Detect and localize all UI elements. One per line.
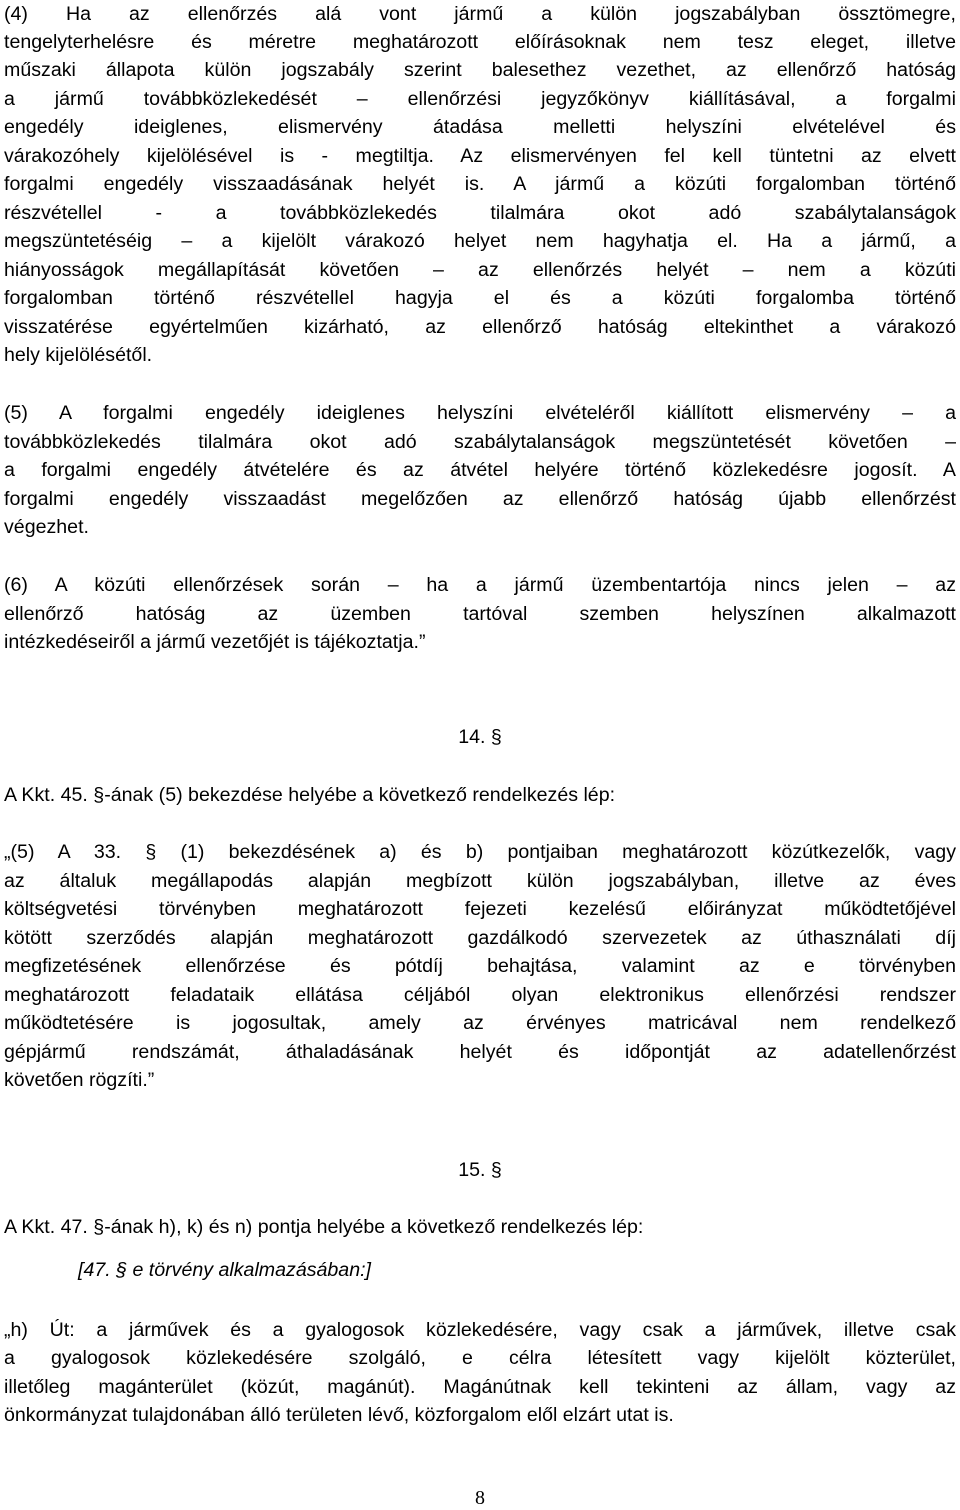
paragraph-line: forgalmi engedély visszaadást megelőzően az ellenőrző hatóság újabb ellenőrzést: [4, 488, 956, 510]
bracketed-context: [47. § e törvény alkalmazásában:]: [78, 1259, 371, 1281]
paragraph-line: visszatérése egyértelműen kizárható, az ellenőrző hatóság eltekinthet a várakozó: [4, 316, 956, 338]
paragraph-line: várakozóhely kijelölésével is - megtiltja. Az elismervényen fel kell tüntetni az elvett: [4, 145, 956, 167]
quote-line: önkormányzat tulajdonában álló területen lévő, közforgalom elől elzárt utat is.: [4, 1404, 674, 1426]
section-intro: A Kkt. 47. §-ának h), k) és n) pontja helyébe a következő rendelkezés lép:: [4, 1216, 644, 1238]
paragraph-line: végezhet.: [4, 516, 89, 538]
quote-line: illetőleg magánterület (közút, magánút). Magánútnak kell tekinteni az állam, vagy az: [4, 1376, 956, 1398]
paragraph-line: forgalomban történő részvétellel hagyja el és a közúti forgalomba történő: [4, 287, 956, 309]
paragraph-line: ellenőrző hatóság az üzemben tartóval szemben helyszínen alkalmazott: [4, 603, 956, 625]
paragraph-line: hely kijelölésétől.: [4, 344, 153, 366]
paragraph-line: (5) A forgalmi engedély ideiglenes helyszíni elvételéről kiállított elismervény – a: [4, 402, 956, 424]
paragraph-line: műszaki állapota külön jogszabály szerint balesethez vezethet, az ellenőrző hatóság: [4, 59, 956, 81]
quote-line: „h) Út: a járművek és a gyalogosok közlekedésére, vagy csak a járművek, illetve csak: [4, 1319, 956, 1341]
paragraph-line: (6) A közúti ellenőrzések során – ha a jármű üzembentartója nincs jelen – az: [4, 574, 956, 596]
quote-line: az általuk megállapodás alapján megbízott külön jogszabályban, illetve az éves: [4, 870, 956, 892]
quote-line: meghatározott feladataik ellátása céljából olyan elektronikus ellenőrzési rendszer: [4, 984, 956, 1006]
paragraph-line: engedély ideiglenes, elismervény átadása melletti helyszíni elvételével és: [4, 116, 956, 138]
section-heading: 15. §: [458, 1159, 502, 1181]
quote-line: kötött szerződés alapján meghatározott gazdálkodó szervezetek az úthasználati díj: [4, 927, 956, 949]
paragraph-line: továbbközlekedés tilalmára okot adó szabálytalanságok megszüntetését követően –: [4, 431, 956, 453]
paragraph-line: megszüntetéséig – a kijelölt várakozó helyet nem hagyhatja el. Ha a jármű, a: [4, 230, 956, 252]
quote-line: a gyalogosok közlekedésére szolgáló, e célra létesített vagy kijelölt közterület,: [4, 1347, 956, 1369]
section-heading: 14. §: [458, 726, 502, 748]
paragraph-line: a jármű továbbközlekedését – ellenőrzési jegyzőkönyv kiállításával, a forgalmi: [4, 88, 956, 110]
page-number: 8: [475, 1487, 485, 1509]
quote-line: „(5) A 33. § (1) bekezdésének a) és b) pontjaiban meghatározott közútkezelők, vagy: [4, 841, 956, 863]
quote-line: költségvetési törvényben meghatározott fejezeti kezelésű előirányzat működtetőjével: [4, 898, 956, 920]
quote-line: követően rögzíti.”: [4, 1069, 155, 1091]
paragraph-line: forgalmi engedély visszaadásának helyét is. A jármű a közúti forgalomban történő: [4, 173, 956, 195]
paragraph-line: intézkedéseiről a jármű vezetőjét is tájékoztatja.”: [4, 631, 426, 653]
quote-line: gépjármű rendszámát, áthaladásának helyét és időpontját az adatellenőrzést: [4, 1041, 956, 1063]
quote-line: működtetésére is jogosultak, amely az érvényes matricával nem rendelkező: [4, 1012, 956, 1034]
section-intro: A Kkt. 45. §-ának (5) bekezdése helyébe a következő rendelkezés lép:: [4, 784, 616, 806]
paragraph-line: tengelyterhelésre és méretre meghatározott előírásoknak nem tesz eleget, illetve: [4, 31, 956, 53]
quote-line: megfizetésének ellenőrzése és pótdíj behajtása, valamint az e törvényben: [4, 955, 956, 977]
paragraph-line: a forgalmi engedély átvételére és az átvétel helyére történő közlekedésre jogosít. A: [4, 459, 956, 481]
paragraph-line: (4) Ha az ellenőrzés alá vont jármű a külön jogszabályban össztömegre,: [4, 3, 956, 25]
paragraph-line: hiányosságok megállapítását követően – az ellenőrzés helyét – nem a közúti: [4, 259, 956, 281]
paragraph-line: részvétellel - a továbbközlekedés tilalmára okot adó szabálytalanságok: [4, 202, 956, 224]
